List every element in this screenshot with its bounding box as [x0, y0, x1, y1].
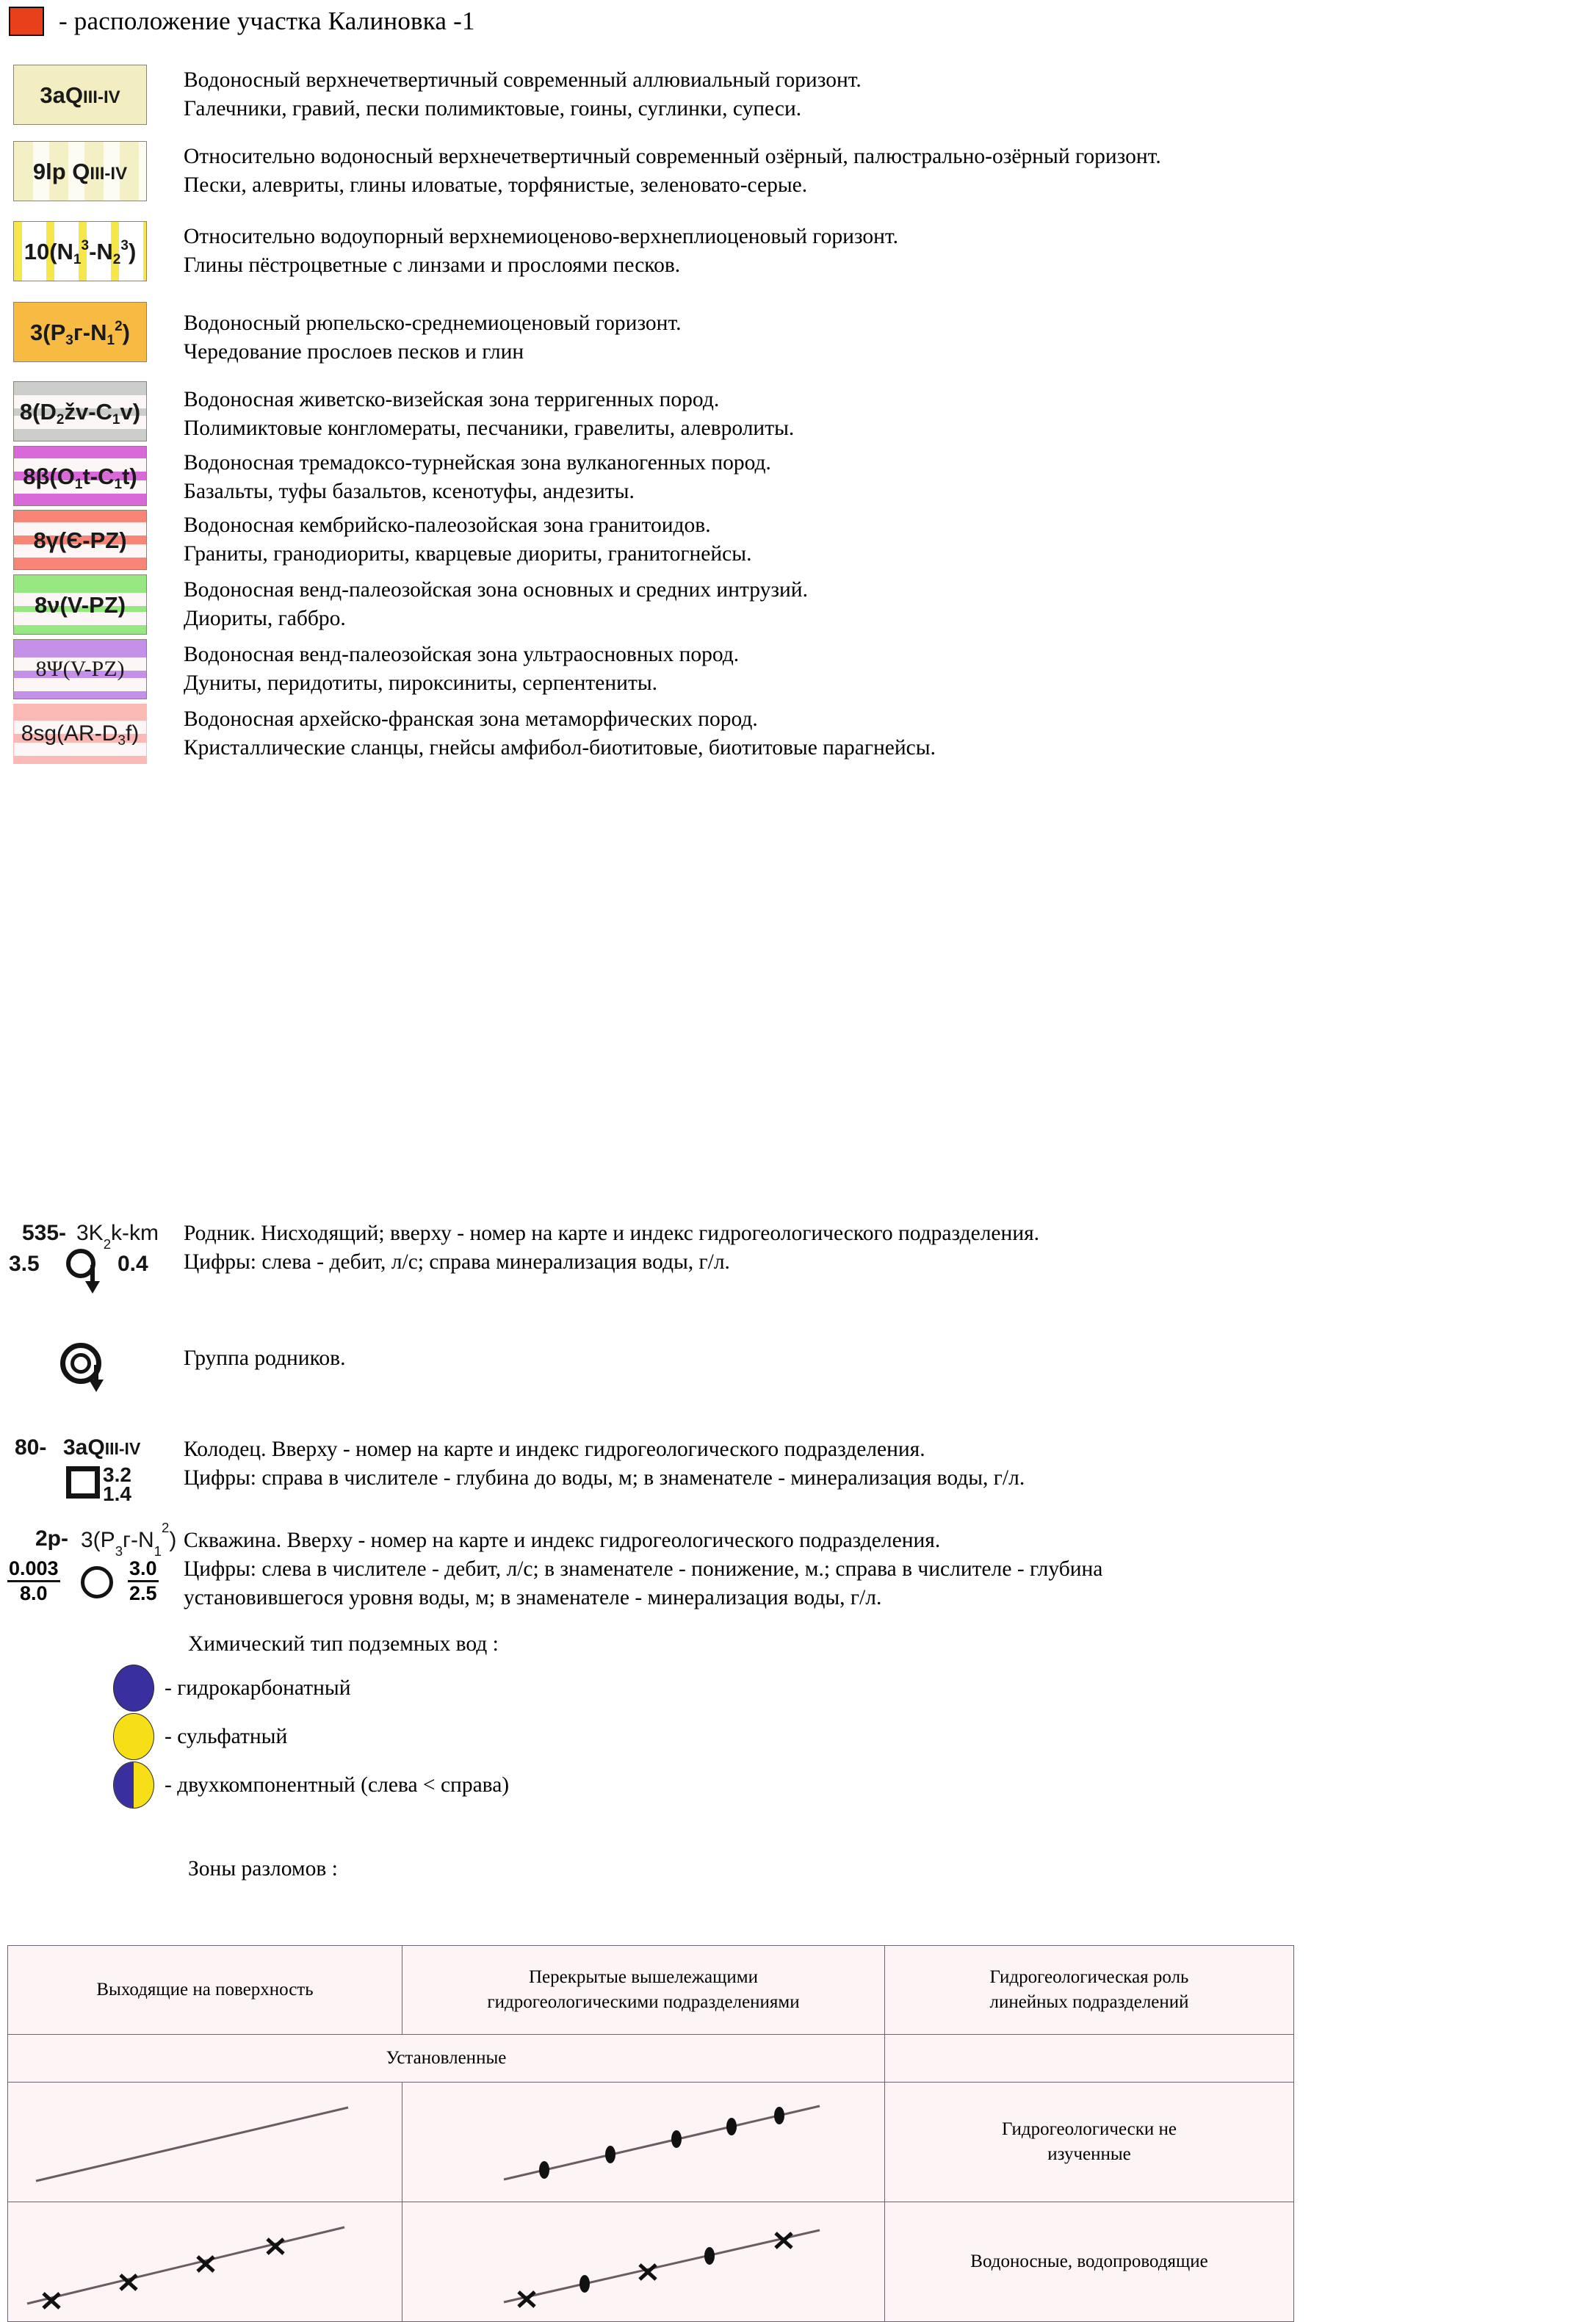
- borehole-mineralization: 2.5: [128, 1580, 159, 1605]
- fault-crossed-line-icon: [14, 2207, 396, 2317]
- chem-item-two-component: [0, 1764, 1596, 1806]
- description-cell: [184, 221, 1596, 280]
- unit-line-1: Водоносный верхнечетвертичный современный аллювиальный горизонт.: [184, 68, 862, 92]
- legend-row-8gamma: [0, 510, 1596, 574]
- well-depth-to-water: 3.2: [103, 1463, 131, 1486]
- borehole-left-fraction: [7, 1557, 60, 1605]
- description-cell: [184, 381, 1596, 443]
- table-subheader-row: [8, 2035, 1294, 2083]
- unit-line-1: Водоносный рюпельско-среднемиоценовый горизонт.: [184, 311, 682, 335]
- well-mineralization: 1.4: [103, 1482, 131, 1505]
- header-covered-line2: гидрогеологическими подразделениями: [487, 1992, 800, 2012]
- bicarbonate-circle-icon: [113, 1665, 154, 1712]
- swatch-index-label: $8(D_2žv-C_1v)$: [19, 398, 141, 428]
- unit-line-1: Водоносная венд-палеозойская зона основных и средних интрузий.: [184, 578, 808, 602]
- description-cell: [184, 574, 1596, 633]
- unit-line-2: Глины пёстроцветные с линзами и прослоями песков.: [184, 253, 681, 277]
- legend-row-spring: [0, 1218, 1596, 1300]
- unit-line-1: Водоносная тремадоксо-турнейская зона вулканогенных пород.: [184, 451, 771, 475]
- borehole-discharge: 0.003: [9, 1557, 59, 1579]
- swatch-index-label: $8sg(AR-D_3f)$: [21, 721, 140, 749]
- legend-row-3P3r: [0, 302, 1596, 381]
- legend-row-9lpQ: [0, 141, 1596, 221]
- swatch-index-label: 3aQIII-IV: [40, 82, 120, 108]
- legend-row-8nu: [0, 574, 1596, 639]
- description-cell: [184, 65, 1596, 123]
- role-cell-unstudied: [885, 2083, 1294, 2202]
- swatch-index-label: $8\beta(O_1t-C_1t)$: [23, 463, 137, 492]
- description-cell: [184, 302, 1596, 367]
- chem-item-label: - гидрокарбонатный: [165, 1676, 351, 1700]
- swatch-index-label: $10(N_1^3-N_2^3)$: [24, 237, 137, 267]
- borehole-water-level-depth: 3.0: [129, 1557, 157, 1579]
- legend-row-8psi: [0, 639, 1596, 704]
- chemical-types-heading: Химический тип подземных вод :: [188, 1632, 499, 1656]
- unit-line-2: Кристаллические сланцы, гнейсы амфибол-биотитовые, биотитовые парагнейсы.: [184, 735, 936, 760]
- description-cell: [184, 1219, 1579, 1277]
- swatch-cell: [0, 446, 184, 506]
- header-covered-line1: Перекрытые вышележащими: [529, 1967, 758, 1988]
- well-line-2: Цифры: справа в числителе - глубина до воды, м; в знаменателе - минерализация воды, г/л.: [184, 1465, 1025, 1490]
- description-cell: [184, 704, 1596, 762]
- swatch-cell: [0, 704, 184, 764]
- unit-line-1: Водоносная венд-палеозойская зона ультраосновных пород.: [184, 643, 740, 666]
- unit-line-1: Водоносная живетско-визейская зона терригенных пород.: [184, 388, 720, 411]
- unit-line-1: Водоносная кембрийско-палеозойская зона гранитоидов.: [184, 513, 711, 537]
- site-location-label: - расположение участка Калиновка -1: [59, 7, 475, 35]
- role-aquiferous-text: [891, 2211, 1288, 2312]
- spring-group-line-1: Группа родников.: [184, 1346, 346, 1370]
- fault-plain-line-cell: [8, 2083, 402, 2202]
- unit-line-2: Чередование прослоев песков и глин: [184, 339, 524, 364]
- chem-item-label: - двухкомпонентный (слева < справа): [165, 1773, 510, 1797]
- swatch-index-label: 8ν(V-PZ): [34, 591, 126, 618]
- swatch-cell: [0, 65, 184, 125]
- swatch-3P3r: [13, 302, 147, 362]
- legend-row-borehole: [0, 1520, 1596, 1637]
- borehole-circle-icon: [81, 1566, 113, 1598]
- swatch-cell: [0, 639, 184, 699]
- legend-units-list: [0, 65, 1596, 771]
- unit-line-2: Полимиктовые конгломераты, песчаники, гравелиты, алевролиты.: [184, 416, 795, 440]
- fault-crossed-line-cell: [8, 2202, 402, 2322]
- two-component-circle-icon: [113, 1762, 154, 1809]
- spring-group-icon: [60, 1343, 101, 1384]
- chem-item-bicarbonate: [0, 1667, 1596, 1709]
- swatch-8sg: [13, 704, 147, 764]
- unit-line-2: Дуниты, перидотиты, пироксиниты, серпентениты.: [184, 671, 658, 695]
- header-covered: [402, 1946, 885, 2035]
- borehole-line-2: Цифры: слева в числителе - дебит, л/с; в знаменателе - понижение, м.; справа в числителе - глубина: [184, 1557, 1103, 1581]
- unit-line-2: Диориты, габбро.: [184, 606, 346, 630]
- spring-line-1: Родник. Нисходящий; вверху - номер на карте и индекс гидрогеологического подразделения.: [184, 1222, 1040, 1245]
- description-cell: [184, 1344, 345, 1373]
- unit-line-1: Относительно водоупорный верхнемиоценово-верхнеплиоценовый горизонт.: [184, 225, 898, 248]
- fault-mixed-line-cell: [402, 2202, 885, 2322]
- header-outcropping: Выходящие на поверхность: [8, 1946, 402, 2035]
- chemical-types-block: [0, 1632, 1596, 1806]
- swatch-index-label: 8γ(Є-PZ): [33, 527, 127, 553]
- unit-line-1: Водоносная архейско-франская зона метаморфических пород.: [184, 707, 758, 731]
- unit-line-2: Пески, алевриты, глины иловатые, торфянистые, зеленовато-серые.: [184, 173, 808, 197]
- swatch-8D2: [13, 381, 147, 441]
- role-cell-aquiferous: [885, 2202, 1294, 2322]
- spring-mineralization-value: 0.4: [118, 1252, 148, 1276]
- swatch-8nu: [13, 574, 147, 635]
- swatch-cell: [0, 141, 184, 201]
- borehole-line-1: Скважина. Вверху - номер на карте и индекс гидрогеологического подразделения.: [184, 1529, 941, 1552]
- swatch-cell: [0, 381, 184, 441]
- swatch-cell: [0, 510, 184, 570]
- header-role-line1: Гидрогеологическая роль: [989, 1967, 1189, 1988]
- role-line-1: Водоносные, водопроводящие: [970, 2251, 1208, 2272]
- role-unstudied-text: [891, 2095, 1288, 2189]
- swatch-index-label: 8Ψ(V-PZ): [35, 657, 125, 681]
- spring-symbol: [0, 1218, 184, 1291]
- description-cell: [184, 446, 1596, 506]
- sulfate-circle-icon: [113, 1713, 154, 1760]
- spring-line-2: Цифры: слева - дебит, л/с; справа минерализация воды, г/л.: [184, 1250, 730, 1274]
- legend-row-spring-group: [0, 1322, 1596, 1396]
- swatch-index-label: $3(P_3г-N_1^2)$: [30, 318, 130, 348]
- fault-dotted-line-icon: [408, 2087, 878, 2197]
- description-cell: [184, 1435, 1579, 1493]
- site-location-legend-row: [9, 3, 475, 40]
- unit-line-2: Базальты, туфы базальтов, ксенотуфы, андезиты.: [184, 479, 635, 503]
- description-cell: [184, 510, 1596, 569]
- unit-line-2: Галечники, гравий, пески полимиктовые, гоины, суглинки, супеси.: [184, 96, 802, 120]
- legend-row-8beta: [0, 446, 1596, 510]
- faults-table: [7, 1945, 1294, 2322]
- description-cell: [184, 1526, 1586, 1612]
- swatch-8beta: [13, 446, 147, 506]
- faults-heading: Зоны разломов :: [188, 1857, 338, 1881]
- site-location-swatch: [9, 7, 44, 36]
- borehole-line-3: установившегося уровня воды, м; в знаменателе - минерализация воды, г/л.: [184, 1585, 882, 1609]
- description-cell: [184, 639, 1596, 698]
- fault-mixed-line-icon: [408, 2207, 878, 2317]
- swatch-cell: [0, 302, 184, 362]
- header-role: [885, 1946, 1294, 2035]
- well-square-icon: [66, 1466, 100, 1499]
- swatch-8gamma: [13, 510, 147, 570]
- chem-item-label: - сульфатный: [165, 1724, 288, 1748]
- well-index-label: 3aQIII-IV: [63, 1435, 141, 1460]
- swatch-8psi: [13, 639, 147, 699]
- spring-circle-icon: [66, 1249, 95, 1278]
- swatch-10N: [13, 221, 147, 281]
- spring-map-number: 535-: [22, 1221, 67, 1245]
- borehole-map-number: 2p-: [35, 1526, 68, 1551]
- legend-row-3aQ: [0, 65, 1596, 141]
- swatch-cell: [0, 221, 184, 281]
- description-cell: [184, 141, 1596, 200]
- legend-row-8D2: [0, 381, 1596, 446]
- spring-discharge-value: 3.5: [9, 1252, 40, 1276]
- legend-row-10N: [0, 221, 1596, 302]
- subheader-spacer: [885, 2035, 1294, 2083]
- legend-row-well: [0, 1434, 1596, 1515]
- role-line-1: Гидрогеологически не: [1001, 2119, 1177, 2140]
- unit-line-1: Относительно водоносный верхнечетвертичный современный озёрный, палюстрально-озёрный горизонт.: [184, 145, 1161, 168]
- unit-line-2: Граниты, гранодиориты, кварцевые диориты, гранитогнейсы.: [184, 541, 752, 566]
- fault-plain-line-icon: [14, 2087, 396, 2197]
- fault-dotted-line-cell: [402, 2083, 885, 2202]
- subheader-established: Установленные: [8, 2035, 885, 2083]
- well-symbol: [0, 1434, 184, 1507]
- well-map-number: 80-: [15, 1435, 47, 1460]
- header-role-line2: линейных подразделений: [989, 1992, 1189, 2012]
- table-row: [8, 2202, 1294, 2322]
- spring-index-label: $3K_2k-km$: [76, 1221, 159, 1252]
- role-line-2: изученные: [1047, 2144, 1131, 2164]
- table-header-row: [8, 1946, 1294, 2035]
- chem-item-sulfate: [0, 1715, 1596, 1758]
- table-row: [8, 2083, 1294, 2202]
- borehole-drawdown: 8.0: [7, 1580, 60, 1605]
- swatch-3aQ: [13, 65, 147, 125]
- swatch-cell: [0, 574, 184, 635]
- borehole-index-label: $3(P_3г-N_1^2)$: [81, 1520, 177, 1559]
- swatch-index-label: 9lp QIII-IV: [32, 158, 128, 184]
- borehole-right-fraction: [128, 1557, 159, 1605]
- legend-row-8sg: [0, 704, 1596, 771]
- swatch-9lpQ: [13, 141, 147, 201]
- borehole-symbol: [0, 1520, 184, 1629]
- well-line-1: Колодец. Вверху - номер на карте и индекс гидрогеологического подразделения.: [184, 1438, 925, 1461]
